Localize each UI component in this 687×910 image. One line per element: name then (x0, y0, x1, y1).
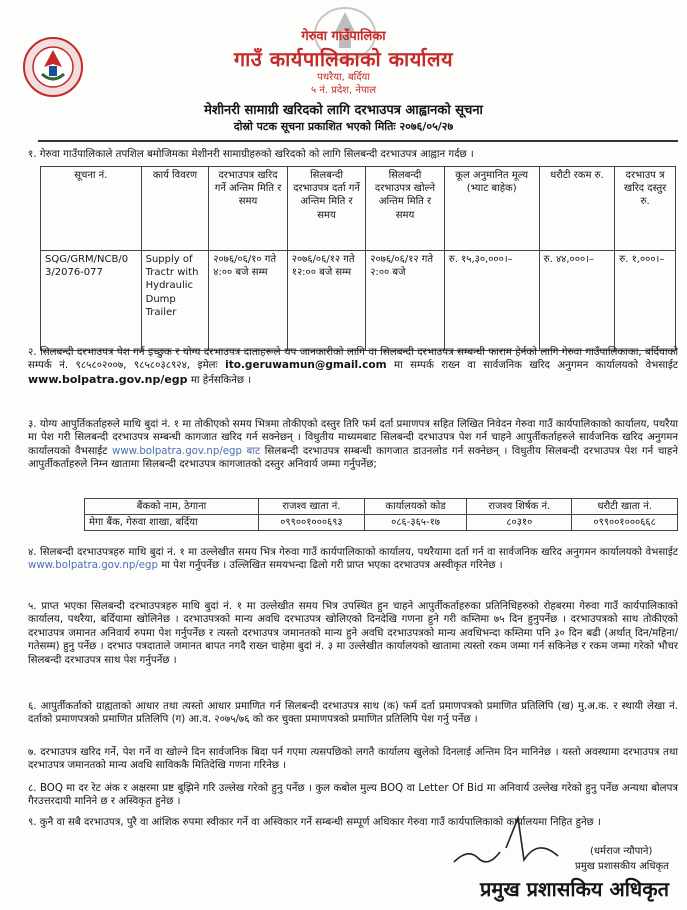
document-fee-cell: रु. १,०००।– (615, 251, 676, 351)
paragraph-2 (28, 346, 678, 388)
paragraph-3 (28, 418, 678, 472)
notice-publish-date: दोस्रो पटक सूचना प्रकाशित भएको मितिः २०७६/०५/२७ (233, 120, 454, 133)
office-code-cell: ०८६-३६५-१७ (364, 515, 467, 531)
table-header-cell: दरभाउप त्र खरिद दस्तुर रु. (615, 167, 676, 251)
work-description-cell: Supply of Tractr with Hydraulic Dump Trailer (141, 251, 209, 351)
estimated-cost-cell: रु. १५,३०,०००।– (444, 251, 539, 351)
notice-title: मेशीनरी सामाग्री खरिदको लागि दरभाउपत्र आह्वानको सूचना (204, 103, 483, 118)
bank-table-row (85, 515, 678, 531)
egp-website-link-2[interactable]: www.bolpatra.gov.np/egp बाट (112, 445, 261, 457)
paragraph-4 (28, 546, 678, 573)
bank-header-cell: कार्यालयको कोड (364, 499, 467, 515)
paragraph-8: ८. BOQ मा दर रेट अंक र अक्षरमा प्रष्ट बुझिने गरि उल्लेख गरेको हुनु पर्नेछ । कुल कबोल मुल्य BOQ वा Letter Of Bid मा अनिवार्य उल्लेख गरेको हुनु पर्नेछ अन्यथा बोलपत्र गैरउत्तरदायी मानिने छ र अस्विकृत हुनेछ । (28, 783, 678, 808)
paragraph-3-text-2: विधुतीय माध्यमबाट सिलबन्दी दरभाउपत्र पेश गर्न चाहने आपुर्तीकर्ताहरुले सार्वजनिक खरिद अनुगमन कार्यालयको वैभसाईट (28, 432, 678, 457)
table-row (41, 251, 676, 351)
notice-number-cell: SQG/GRM/NCB/03/2076-077 (41, 251, 142, 351)
paragraph-4-text-2: मा पेश गर्नुपर्नेछ । उल्लिखित समयभन्दा ढिलो गरी प्राप्त भएका दरभाउपत्र अस्वीकृत गरिनेछ । (161, 560, 503, 572)
bank-account-table (84, 498, 678, 531)
paragraph-5: ५. प्राप्त भएका सिलबन्दी दरभाउपत्रहरु माथि बुदां नं. १ मा उल्लेखीत समय भित्र उपस्थित हुन चाहने आपुर्तीकर्ताहरुका प्रतिनिधिहरुको रोहबरमा गेरुवा गाउँ कार्यपालिकाको कार्यालय, पथरैया, बर्दियामा खोलिनेछ । दरभाउपत्रको मान्य अवधि दरभाउपत्र खोलिएको दिनदेखि गणना हुने गरी कम्तिमा ७५ दिन हुनुपर्नेछ । दरभाउपत्रको साथ तोकीएको दरभाउपत्र जमानत अनिवार्य रुपमा पेश गर्नुपर्नेछ र त्यस्तो दरभाउपत्र जमानतको मान्य हुने अवधि दरभाउपत्रको मान्य अवधिभन्दा कम्तिमा पनि ३० दिन बढी (अर्थात् दिन/महिना/गतेसम्म) हुनु पर्नेछ । दरभाउ पत्रदाताले जमानत बापत नगदै राख्न चाहेमा बुदां नं. ३ मा उल्लेखीत कार्यालयको खातामा त्यस्तो रकम जम्मा गर्न सकिनेछ र रकम जम्मा गरेको भौचर सिलबन्दी दरभाउपत्र साथ पेश गर्नुपर्नेछ । (28, 601, 678, 666)
deposit-account-cell: ०९९००१०००६६८ (572, 515, 678, 531)
paragraph-2-text-3: मा हेर्नसकिनेछ । (190, 375, 252, 387)
office-name-line2: गाउँ कार्यपालिकाको कार्यालय (233, 47, 454, 71)
bid-security-cell: रु. ४४,०००।– (539, 251, 615, 351)
bank-header-cell: बैंकको नाम, ठेगाना (85, 499, 259, 515)
revenue-account-cell: ०९९००१०००६९३ (259, 515, 365, 531)
office-name-line1: गेरुवा गाउँपालिका (301, 29, 386, 44)
bank-name-cell: मेगा बैंक, गेरुवा शाखा, बर्दिया (85, 515, 259, 531)
paragraph-3-text-3: सिलबन्दी दरभाउपत्र सम्बन्धी कागजात डाउनलोड गर्न सक्नेछन् । विधुतीय सिलबन्दी दरभाउपत्र पेश गर्न चाहने आपुर्तीकर्ताहरुले निम्न खातामा सिलबन्दी दरभाउपत्र कागजातको दस्तुर अनिवार्य जम्मा गर्नुपर्नेछ; (28, 445, 678, 471)
paragraph-6: ६. आपुर्तीकर्ताको ग्राह्यताको आधार तथा त्यस्तो आधार प्रमाणित गर्न सिलबन्दी दरभाउपत्र साथ (क) फर्म दर्ता प्रमाणपत्रको प्रमाणित प्रतिलिपि (ख) मु.अ.क. र स्थायी लेखा नं. दर्ताको प्रमाणपत्रको प्रमाणित प्रतिलिपि (ग) आ.व. २०७५/७६ को कर चुक्ता प्रमाणपत्रको प्रमाणित प्रतिलिपि पेश गर्नु पर्नेछ । (28, 701, 678, 726)
bank-header-cell: राजश्व खाता नं. (259, 499, 365, 515)
bank-header-cell: धरौटी खाता नं. (572, 499, 678, 515)
purchase-deadline-cell: २०७६/०६/१० गते ४:०० बजे सम्म (209, 251, 287, 351)
paragraph-2-text: २. सिलबन्दी दरभाउपत्र पेश गर्न इच्छुक र योग्य दरभाउपत्र दाताहरूले थप जानकारीको लागि वा सिलबन्दी दरभाउपत्र सम्बन्धी फाराम हेर्नको लागि गेरुवा गाउँपालिकाका, बर्दियाको सम्पर्क नं. ९८५८०२००७, ९८५८०३८९२४, इमेलः (28, 347, 678, 372)
tender-table (40, 166, 676, 351)
bank-header-cell: राजश्व शिर्षक नं. (467, 499, 572, 515)
table-header-cell: धरौटी रकम रु. (539, 167, 615, 251)
paragraph-9: ९. कुनै वा सबै दरभाउपत्र, पुरै वा आंशिक रुपमा स्वीकार गर्ने वा अस्विकार गर्ने सम्बन्धी सम्पूर्ण अधिकार गेरुवा गाउँ कार्यपालिकाको कार्यालयमा निहित हुनेछ । (28, 817, 601, 828)
paragraph-1: १. गेरुवा गाउँपालिकाले तपशिल बमोजिमका मेशीनरी सामाग्रीहरुको खरिदको को लागि सिलबन्दी दरभाउपत्र आह्वान गर्दछ । (28, 149, 474, 160)
egp-website-link[interactable]: www.bolpatra.gov.np/egp (28, 373, 188, 387)
opening-deadline-cell: २०७६/०६/१२ गते २:०० बजे (366, 251, 444, 351)
header-divider (38, 140, 678, 142)
paragraph-3-text: ३. योग्य आपुर्तिकर्ताहरुले माथि बुदां नं. १ मा तोकीएको समय भित्रमा तोकीएको दस्तुर तिरि फर्म दर्ता प्रमाणपत्र सहित लिखित निवेदन गेरुवा गाउँ कार्यपालिकाको कार्यालय, पथरैया मा पेश गरी सिलबन्दी दरभाउपत्र सम्बन्धी कागजात खरिद गर्न सक्नेछन् । (28, 419, 678, 444)
signatory-name: (धर्मराज न्यौपाने) (590, 846, 653, 857)
office-address-line2: ५ नं. प्रदेश, नेपाल (310, 85, 377, 96)
designation-stamp: प्रमुख प्रशासकिय अधिकृत (480, 877, 669, 901)
table-header-cell: सिलबन्दी दरभाउपत्र खोल्ने अन्तिम मिति र समय (366, 167, 444, 251)
signatory-designation: प्रमुख प्रशासकीय अधिकृत (575, 861, 669, 872)
submission-deadline-cell: २०७६/०६/१२ गते १२:०० बजे सम्म (287, 251, 365, 351)
bank-table-header-row (85, 499, 678, 515)
table-header-cell: दरभाउपत्र खरिद गर्ने अन्तिम मिति र समय (209, 167, 287, 251)
paragraph-4-text: ४. सिलबन्दी दरभाउपत्रहरु माथि बुदां नं. १ मा उल्लेखीत समय भित्र गेरुवा गाउँ कार्यपालिकाको कार्यालय, पथरैयामा दर्ता गर्न वा सार्वजनिक खरिद अनुगमन कार्यालयको वेभसाईट (28, 547, 678, 558)
table-header-cell: सूचना नं. (41, 167, 142, 251)
paragraph-2-text-2: मा सम्पर्क राख्न वा सार्वजनिक खरिद अनुगमन कार्यालयको वेभसाईट (393, 360, 678, 372)
revenue-heading-cell: ८०३१० (467, 515, 572, 531)
office-address-line1: पथरैया, बर्दिया (317, 72, 370, 83)
paragraph-7: ७. दरभाउपत्र खरिद गर्ने, पेश गर्ने वा खोल्ने दिन सार्वजनिक बिदा पर्न गएमा त्यसपछिको लगतै कार्यालय खुलेको दिनलाई अन्तिम दिन मानिनेछ । यस्तो अवस्थामा दरभाउपत्र तथा दरभाउपत्र जमानतको मान्य अवधि साविककै मितिदेखि गणना गरिनेछ । (28, 747, 678, 772)
egp-website-link-3[interactable]: www.bolpatra.gov.np/egp (28, 560, 158, 572)
contact-email: ito.geruwamun@gmail.com (225, 359, 387, 372)
table-header-cell: कार्य विवरण (141, 167, 209, 251)
table-header-row (41, 167, 676, 251)
table-header-cell: सिलबन्दी दरभाउपत्र दर्ता गर्ने अन्तिम मिति र समय (287, 167, 365, 251)
table-header-cell: कूल अनुमानित मूल्य (भ्याट बाहेक) (444, 167, 539, 251)
